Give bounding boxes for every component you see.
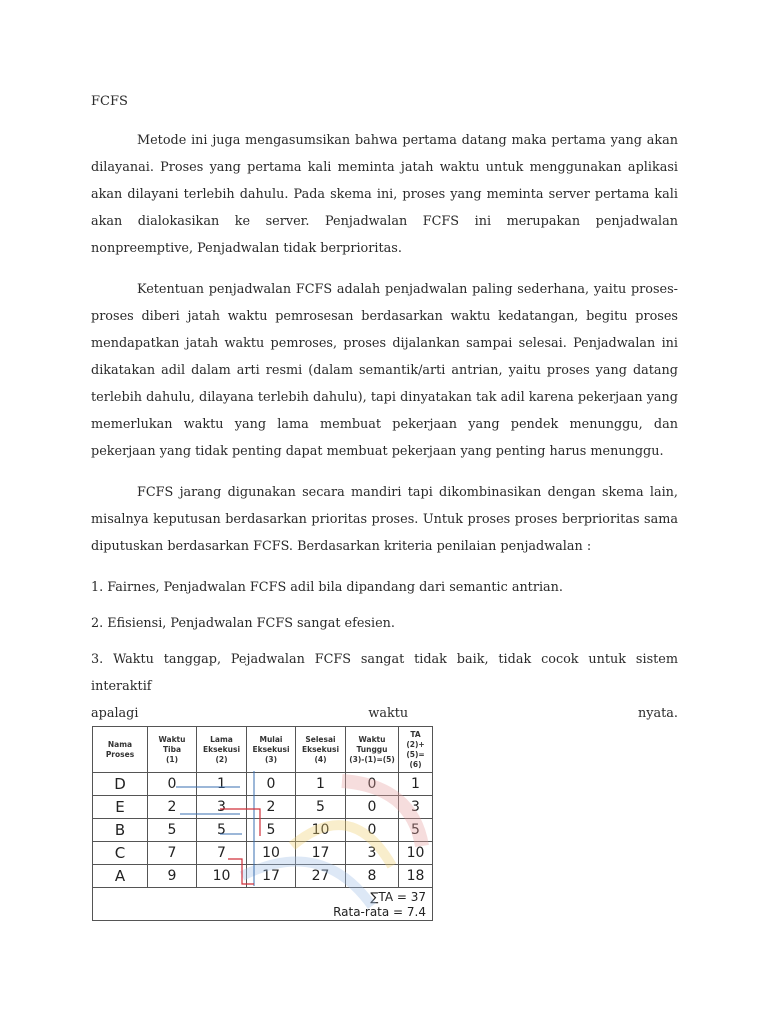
header-lama-eksekusi: Lama Eksekusi (2): [197, 727, 247, 773]
cell-mulai-eksekusi: 0: [247, 773, 296, 796]
header-waktu-tunggu: Waktu Tunggu (3)-(1)=(5): [346, 727, 399, 773]
cell-waktu-tunggu: 0: [346, 796, 399, 819]
cell-selesai-eksekusi: 10: [296, 819, 346, 842]
cell-mulai-eksekusi: 5: [247, 819, 296, 842]
summary-row: [93, 888, 433, 921]
cell-lama-eksekusi: 7: [197, 842, 247, 865]
list-item-last-line: [91, 700, 678, 727]
list-item-efisiensi: 2. Efisiensi, Penjadwalan FCFS sangat efesien.: [91, 616, 395, 631]
last-line-word-2: waktu: [368, 706, 409, 721]
cell-waktu-tiba: 2: [148, 796, 197, 819]
table-row: [93, 773, 433, 796]
cell-proses: B: [93, 819, 148, 842]
cell-mulai-eksekusi: 17: [247, 865, 296, 888]
table-header-row: [93, 727, 433, 773]
cell-mulai-eksekusi: 10: [247, 842, 296, 865]
cell-waktu-tiba: 9: [148, 865, 197, 888]
cell-proses: D: [93, 773, 148, 796]
table-row: [93, 819, 433, 842]
cell-waktu-tunggu: 3: [346, 842, 399, 865]
cell-waktu-tunggu: 0: [346, 773, 399, 796]
cell-ta: 5: [399, 819, 433, 842]
paragraph-3: FCFS jarang digunakan secara mandiri tapi dikombinasikan dengan skema lain, misalnya keputusan berdasarkan prioritas proses. Untuk proses proses berprioritas sama diputuskan berdasarkan FCFS. Berdasarkan kriteria penilaian penjadwalan :: [91, 485, 678, 554]
last-line-word-3: nyata.: [638, 706, 678, 721]
cell-selesai-eksekusi: 27: [296, 865, 346, 888]
table-row: [93, 842, 433, 865]
cell-proses: E: [93, 796, 148, 819]
cell-lama-eksekusi: 1: [197, 773, 247, 796]
cell-mulai-eksekusi: 2: [247, 796, 296, 819]
document-heading: FCFS: [91, 94, 128, 109]
cell-waktu-tiba: 5: [148, 819, 197, 842]
cell-selesai-eksekusi: 5: [296, 796, 346, 819]
cell-proses: A: [93, 865, 148, 888]
cell-waktu-tunggu: 8: [346, 865, 399, 888]
cell-proses: C: [93, 842, 148, 865]
table-row: [93, 865, 433, 888]
cell-ta: 1: [399, 773, 433, 796]
cell-lama-eksekusi: 3: [197, 796, 247, 819]
paragraph-1: Metode ini juga mengasumsikan bahwa pertama datang maka pertama yang akan dilayanai. Proses yang pertama kali meminta jatah waktu untuk menggunakan aplikasi akan dilayani terlebih dahulu. Pada skema ini, proses yang meminta server pertama kali akan dialokasikan ke server. Penjadwalan FCFS ini merupakan penjadwalan nonpreemptive, Penjadwalan tidak berprioritas.: [91, 133, 678, 256]
average-text: Rata-rata = 7.4: [333, 905, 426, 919]
cell-lama-eksekusi: 5: [197, 819, 247, 842]
header-nama-proses: Nama Proses: [93, 727, 148, 773]
summary-cell: [93, 888, 433, 921]
cell-ta: 3: [399, 796, 433, 819]
cell-selesai-eksekusi: 1: [296, 773, 346, 796]
sum-ta-text: ∑TA = 37: [370, 890, 426, 904]
cell-ta: 18: [399, 865, 433, 888]
header-mulai-eksekusi: Mulai Eksekusi (3): [247, 727, 296, 773]
paragraph-2: Ketentuan penjadwalan FCFS adalah penjadwalan paling sederhana, yaitu proses-proses diberi jatah waktu pemrosesan berdasarkan waktu kedatangan, begitu proses mendapatkan jatah waktu pemroses, proses dijalankan sampai selesai. Penjadwalan ini dikatakan adil dalam arti resmi (dalam semantik/arti antrian, yaitu proses yang datang terlebih dahulu, dilayana terlebih dahulu), tapi dinyatakan tak adil karena pekerjaan yang memerlukan waktu yang lama membuat pekerjaan yang pendek menunggu, dan pekerjaan yang tidak penting dapat membuat pekerjaan yang penting harus menunggu.: [91, 282, 678, 459]
header-selesai-eksekusi: Selesai Eksekusi (4): [296, 727, 346, 773]
document-page: [91, 92, 678, 727]
cell-lama-eksekusi: 10: [197, 865, 247, 888]
list-item-waktu-tanggap: 3. Waktu tanggap, Pejadwalan FCFS sangat tidak baik, tidak cocok untuk sistem interaktif: [91, 652, 678, 694]
cell-selesai-eksekusi: 17: [296, 842, 346, 865]
fcfs-table-image: [92, 726, 433, 928]
list-item-fairness: 1. Fairnes, Penjadwalan FCFS adil bila dipandang dari semantic antrian.: [91, 580, 563, 595]
last-line-word-1: apalagi: [91, 706, 139, 721]
header-waktu-tiba: Waktu Tiba (1): [148, 727, 197, 773]
cell-ta: 10: [399, 842, 433, 865]
cell-waktu-tiba: 0: [148, 773, 197, 796]
table-row: [93, 796, 433, 819]
cell-waktu-tunggu: 0: [346, 819, 399, 842]
cell-waktu-tiba: 7: [148, 842, 197, 865]
header-ta: TA (2)+(5)=(6): [399, 727, 433, 773]
fcfs-table: [92, 726, 433, 921]
